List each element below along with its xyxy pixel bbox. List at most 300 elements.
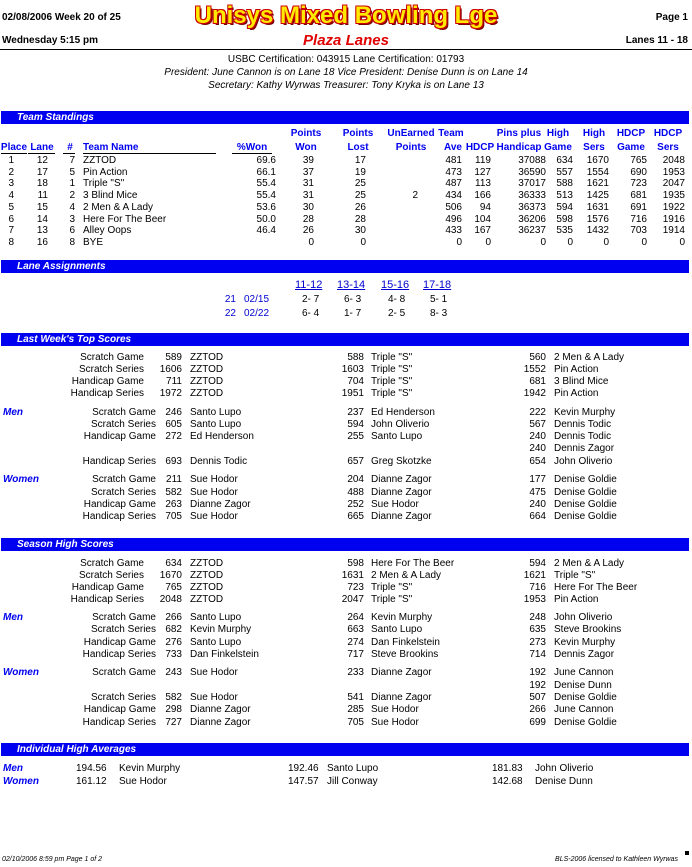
score-category: Handicap Game [83,431,156,442]
bowler-name: Dianne Zagor [190,499,251,510]
score-value: 240 [529,431,546,442]
matchup: 4- 8 [388,294,406,305]
score-value: 204 [347,474,364,485]
bowler-name: Here For The Beer [554,582,638,593]
score-category: Scratch Series [78,570,144,581]
bowler-name: ZZTOD [190,558,224,569]
bowler-name: Kevin Murphy [190,624,252,635]
bowling-center: Plaza Lanes [303,32,389,49]
score-value: 1631 [341,570,364,581]
score-value: 1670 [159,570,182,581]
corner-mark [685,851,689,855]
header-underline [83,153,216,154]
women-group-label: Women [3,667,39,678]
bowler-name: Santo Lupo [371,431,423,442]
lane-pair-13-14: 13-14 [337,279,366,291]
standings-cell: 37017 [518,178,546,190]
standings-cell: 0 [567,236,573,248]
score-value: 589 [165,352,182,363]
bowler-name: Steve Brookins [554,624,622,635]
standings-cell: 691 [630,201,647,213]
standings-cell: 434 [445,190,462,202]
score-value: 560 [529,352,546,363]
bowler-name: Sue Hodor [190,667,238,678]
lanes-range: Lanes 11 - 18 [625,35,688,46]
score-category: Scratch Series [90,692,156,703]
bowler-name: Triple "S" [371,594,413,605]
bowler-name: Sue Hodor [371,717,419,728]
standings-cell: BYE [83,236,104,248]
score-value: 2048 [159,594,182,605]
score-value: 298 [165,704,182,715]
score-value: 192 [529,680,546,691]
officers-line-1: President: June Cannon is on Lane 18 Vice President: Denise Dunn is on Lane 14 [164,67,528,78]
score-value: 1621 [523,570,546,581]
score-value: 243 [165,667,182,678]
bowler-name: Dennis Zagor [554,649,615,660]
score-value: 635 [529,624,546,635]
standings-cell: 481 [445,155,462,166]
season-high-bar [1,538,689,551]
score-value: 665 [347,511,364,522]
bowler-name: John Oliverio [535,763,594,774]
section-title: Last Week's Top Scores [17,334,132,345]
standings-cell: 1670 [586,155,609,166]
standings-cell: 1554 [586,166,609,178]
score-category: Handicap Game [71,582,144,593]
standings-cell: 588 [556,178,573,190]
standings-cell: 8 [69,236,75,248]
section-title: Individual High Averages [17,744,137,755]
standings-cell: 535 [556,225,573,237]
score-value: 594 [347,419,364,430]
score-value: 475 [529,487,546,498]
score-category: Handicap Game [83,499,156,510]
column-header-hdg1: HDCP [616,128,646,139]
bowler-name: Pin Action [554,388,599,399]
header-underline [28,153,55,154]
bowler-name: Dianne Zagor [371,474,432,485]
bowler-name: 2 Men & A Lady [554,352,625,363]
score-category: Handicap Series [82,456,156,467]
score-value: 582 [165,487,182,498]
column-header-hds2: Sers [657,142,679,153]
standings-cell: 2 [412,190,418,202]
score-category: Scratch Series [78,364,144,375]
bowler-name: Denise Goldie [554,717,617,728]
bowler-name: Santo Lupo [327,763,379,774]
score-category: Handicap Game [83,637,156,648]
score-category: Scratch Game [92,612,156,623]
score-value: 1951 [341,388,364,399]
column-header-hds1: HDCP [653,128,683,139]
score-value: 273 [529,637,546,648]
bowler-name: Denise Dunn [554,680,612,691]
score-value: 237 [347,407,364,418]
standings-cell: 0 [456,236,462,248]
standings-cell: 1916 [662,213,685,225]
standings-cell: 0 [308,236,314,248]
score-category: Scratch Game [92,667,156,678]
score-value: 222 [529,407,546,418]
standings-cell: 25 [354,178,366,190]
bowler-name: Sue Hodor [119,776,167,787]
score-value: 634 [165,558,182,569]
standings-cell: 53.6 [256,201,276,213]
bowler-name: Sue Hodor [190,474,238,485]
men-group-label: Men [3,763,23,774]
score-value: 682 [165,624,182,635]
bowler-name: Triple "S" [371,352,413,363]
score-value: 252 [347,499,364,510]
standings-cell: 5 [8,201,14,213]
standings-cell: 557 [556,166,573,178]
standings-cell: 681 [630,190,647,202]
bowler-name: John Oliverio [554,456,613,467]
standings-cell: Here For The Beer [83,213,167,225]
bowler-name: June Cannon [554,667,614,678]
bowler-name: Ed Henderson [371,407,435,418]
report-date-week: 02/08/2006 Week 20 of 25 [2,12,121,23]
standings-cell: 1922 [662,201,685,213]
standings-cell: 6 [69,225,75,237]
header-underline [232,153,272,154]
standings-cell: 113 [475,178,491,190]
last-week-bar [1,333,689,346]
standings-cell: Triple "S" [83,178,125,190]
bowler-name: Triple "S" [371,364,413,375]
header-underline [1,153,27,154]
column-header-place: Place [0,142,28,153]
standings-cell: 66.1 [256,166,276,178]
bowler-name: Denise Goldie [554,692,617,703]
bowler-name: Pin Action [554,364,599,375]
score-value: 266 [165,612,182,623]
standings-cell: 36237 [518,225,546,237]
standings-cell: 28 [354,213,366,225]
standings-cell: 1576 [586,213,609,225]
column-header-pph2: Handicap [496,142,542,153]
bowler-name: Denise Dunn [535,776,593,787]
bowler-name: Dianne Zagor [371,692,432,703]
score-value: 681 [529,376,546,387]
lane-pair-11-12: 11-12 [295,279,323,291]
bowler-name: Sue Hodor [371,499,419,510]
week-number: 22 [224,308,236,319]
score-value: 255 [347,431,364,442]
standings-cell: 127 [474,166,491,178]
bowler-name: ZZTOD [190,376,224,387]
bowler-name: ZZTOD [190,594,224,605]
standings-cell: 37 [302,166,314,178]
score-category: Handicap Series [70,594,144,605]
score-value: 276 [165,637,182,648]
score-value: 1942 [523,388,546,399]
score-value: 240 [529,499,546,510]
score-value: 654 [529,456,546,467]
standings-cell: 55.4 [256,178,276,190]
average-value: 161.12 [76,776,107,787]
men-group-label: Men [3,612,23,623]
standings-cell: 2047 [662,178,685,190]
standings-cell: 18 [36,178,48,190]
bowler-name: Dennis Todic [190,456,248,467]
column-header-hs2: Sers [583,142,605,153]
bowler-name: ZZTOD [190,388,224,399]
column-header-hs1: High [582,128,606,139]
column-header-pph1: Pins plus [496,128,542,139]
team-standings-bar [1,111,689,124]
score-category: Handicap Series [82,717,156,728]
score-value: 582 [165,692,182,703]
bowler-name: Kevin Murphy [554,637,616,648]
bowler-name: Kevin Murphy [554,407,616,418]
bowler-name: Denise Goldie [554,487,617,498]
bowler-name: 3 Blind Mice [554,376,609,387]
bowler-name: Sue Hodor [190,692,238,703]
score-category: Scratch Game [80,352,144,363]
standings-cell: 30 [302,201,314,213]
average-value: 181.83 [492,763,523,774]
day-time: Wednesday 5:15 pm [2,35,98,46]
standings-cell: Alley Oops [83,225,132,237]
column-header-ue2: Points [395,142,427,153]
bowler-name: Jill Conway [327,776,378,787]
score-value: 240 [529,443,546,454]
standings-cell: 3 [69,213,75,225]
score-value: 192 [529,667,546,678]
score-category: Scratch Game [80,558,144,569]
bowler-name: Dianne Zagor [190,717,251,728]
score-value: 1552 [523,364,546,375]
score-value: 733 [165,649,182,660]
men-group-label: Men [3,407,23,418]
score-category: Scratch Series [90,419,156,430]
women-group-label: Women [3,776,39,787]
column-header-team: Team Name [83,142,139,153]
standings-cell: 31 [302,190,314,202]
standings-cell: 1953 [662,166,685,178]
standings-cell: 765 [630,155,647,166]
standings-cell: 433 [445,225,462,237]
bowler-name: Santo Lupo [190,419,242,430]
section-title: Lane Assignments [17,261,106,272]
standings-cell: 28 [302,213,314,225]
bowler-name: Sue Hodor [371,704,419,715]
standings-cell: 39 [302,155,314,166]
score-category: Scratch Series [90,624,156,635]
column-header-pct: %Won [236,142,268,153]
week-date: 02/22 [244,308,270,319]
standings-cell: 30 [354,225,366,237]
standings-cell: 31 [302,178,314,190]
matchup: 6- 3 [344,294,362,305]
bowler-name: Triple "S" [371,388,413,399]
bowler-name: Here For The Beer [371,558,455,569]
standings-cell: 513 [556,190,573,202]
score-category: Handicap Series [82,649,156,660]
score-value: 705 [347,717,364,728]
column-header-hg1: High [546,128,570,139]
bowler-name: ZZTOD [190,570,224,581]
standings-cell: 166 [474,190,491,202]
bowler-name: Steve Brookins [371,649,439,660]
standings-cell: 12 [36,155,48,166]
bowler-name: Dennis Todic [554,431,612,442]
lane-pair-17-18: 17-18 [423,279,452,291]
standings-cell: 716 [630,213,647,225]
standings-cell: 4 [69,201,75,213]
score-category: Handicap Series [82,511,156,522]
standings-cell: 496 [445,213,462,225]
bowler-name: Sue Hodor [190,487,238,498]
score-value: 765 [165,582,182,593]
score-value: 274 [347,637,364,648]
standings-cell: 1935 [662,190,685,202]
score-value: 594 [529,558,546,569]
bowler-name: ZZTOD [190,352,224,363]
average-value: 192.46 [288,763,319,774]
score-value: 177 [529,474,546,485]
score-value: 663 [347,624,364,635]
bowler-name: Triple "S" [554,570,596,581]
score-value: 211 [166,474,182,485]
score-value: 264 [347,612,364,623]
standings-cell: 1432 [586,225,609,237]
score-value: 727 [165,717,182,728]
score-value: 699 [529,717,546,728]
standings-cell: 634 [556,155,573,166]
bowler-name: Dan Finkelstein [371,637,440,648]
score-value: 246 [165,407,182,418]
standings-cell: 598 [556,213,573,225]
column-header-ta2: Ave [444,142,462,153]
bowler-name: Dianne Zagor [371,667,432,678]
score-value: 263 [165,499,182,510]
standings-cell: 15 [36,201,48,213]
matchup: 5- 1 [430,294,448,305]
average-value: 194.56 [76,763,107,774]
week-number: 21 [224,294,236,305]
bowler-name: Santo Lupo [190,612,242,623]
column-header-lane: Lane [30,142,54,153]
bowler-name: Dennis Todic [554,419,612,430]
standings-cell: 69.6 [256,155,276,166]
license-note: BLS-2006 licensed to Kathleen Wyrwas [555,856,678,863]
matchup: 6- 4 [302,308,320,319]
standings-cell: ZZTOD [83,155,117,166]
bowler-name: Dianne Zagor [190,704,251,715]
column-header-ue1: UnEarned [387,128,435,139]
standings-cell: 14 [36,213,48,225]
average-value: 147.57 [288,776,319,787]
standings-cell: 16 [36,236,48,248]
standings-cell: 94 [479,201,491,213]
standings-cell: 594 [556,201,573,213]
score-category: Scratch Game [92,407,156,418]
standings-cell: 0 [679,236,685,248]
standings-cell: 0 [603,236,609,248]
score-value: 705 [165,511,182,522]
bowler-name: Santo Lupo [190,637,242,648]
certification-line: USBC Certification: 043915 Lane Certification: 01793 [227,54,465,65]
bowler-name: June Cannon [554,704,614,715]
score-value: 541 [347,692,364,703]
standings-cell: 0 [485,236,491,248]
standings-cell: 1631 [586,201,609,213]
standings-cell: 50.0 [256,213,276,225]
standings-cell: 0 [360,236,366,248]
standings-cell: 13 [36,225,48,237]
standings-cell: 36590 [518,166,546,178]
score-value: 248 [529,612,546,623]
standings-cell: 26 [354,201,366,213]
bowler-name: Denise Goldie [554,499,617,510]
lane-assignments-bar [1,260,689,273]
week-date: 02/15 [244,294,270,305]
standings-cell: 8 [8,236,14,248]
column-header-pw2: Won [295,142,317,153]
score-value: 567 [529,419,546,430]
score-value: 1606 [159,364,182,375]
standings-cell: 2 [8,166,14,178]
standings-cell: 104 [474,213,491,225]
lane-pair-15-16: 15-16 [381,279,410,291]
score-value: 2047 [341,594,364,605]
bowler-name: John Oliverio [371,419,430,430]
page-number: Page 1 [655,12,688,23]
bowler-name: 2 Men & A Lady [371,570,442,581]
bowler-name: Dianne Zagor [371,487,432,498]
column-header-pl2: Lost [347,142,369,153]
score-value: 704 [347,376,364,387]
standings-cell: 703 [630,225,647,237]
score-value: 507 [529,692,546,703]
standings-cell: 36373 [518,201,546,213]
bowler-name: Dan Finkelstein [190,649,259,660]
standings-cell: 1914 [662,225,685,237]
standings-cell: 473 [445,166,462,178]
standings-cell: 17 [354,155,366,166]
bowler-name: Denise Goldie [554,511,617,522]
column-header-pl1: Points [342,128,374,139]
bowler-name: Triple "S" [371,376,413,387]
score-category: Handicap Game [71,376,144,387]
standings-cell: 1621 [586,178,609,190]
officers-line-2: Secretary: Kathy Wyrwas Treasurer: Tony Kryka is on Lane 13 [208,80,484,91]
standings-cell: 167 [474,225,491,237]
standings-cell: 2 Men & A Lady [83,201,154,213]
matchup: 8- 3 [430,308,448,319]
standings-cell: 723 [630,178,647,190]
standings-cell: 690 [630,166,647,178]
standings-cell: 36333 [518,190,546,202]
bowler-name: Sue Hodor [190,511,238,522]
column-header-num: # [67,142,73,153]
score-value: 598 [347,558,364,569]
score-category: Handicap Series [70,388,144,399]
standings-cell: 55.4 [256,190,276,202]
standings-cell: 119 [475,155,491,166]
standings-cell: 17 [36,166,48,178]
standings-cell: 4 [8,190,14,202]
standings-cell: 36206 [518,213,546,225]
score-value: 588 [347,352,364,363]
standings-cell: 2048 [662,155,685,166]
standings-cell: 7 [69,155,75,166]
standings-cell: 2 [69,190,75,202]
standings-cell: 3 [8,178,14,190]
